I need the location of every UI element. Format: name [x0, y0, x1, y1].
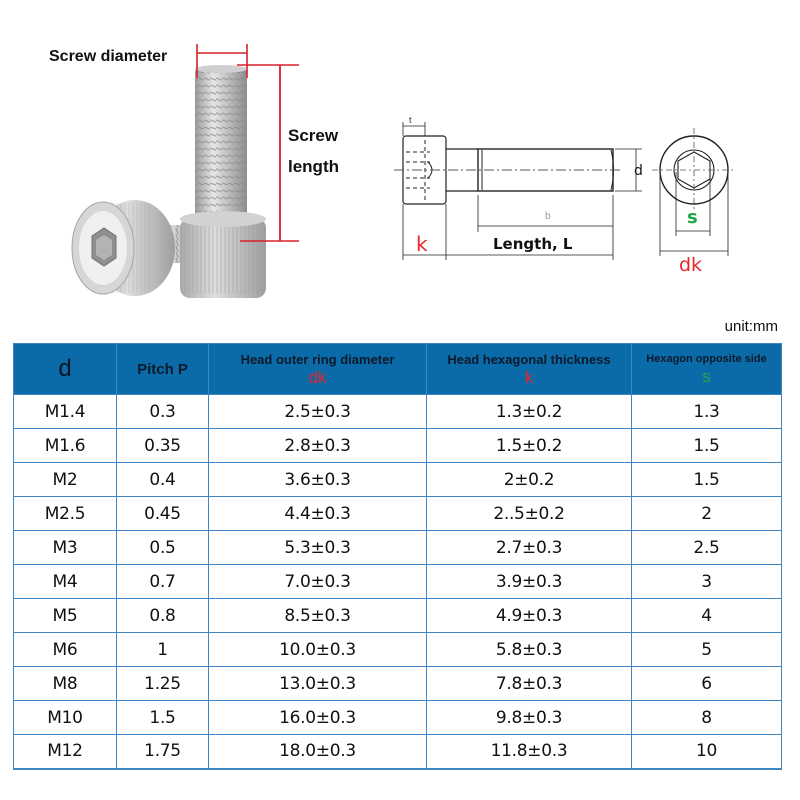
cell-pitch: 0.45: [117, 497, 209, 531]
cell-d: M12: [14, 735, 117, 769]
cell-d: M5: [14, 599, 117, 633]
table-row: [14, 633, 782, 667]
table-row: [14, 599, 782, 633]
diagram-label-s: s: [687, 207, 698, 228]
cell-pitch: 1: [117, 633, 209, 667]
cell-d: M6: [14, 633, 117, 667]
table-row: [14, 497, 782, 531]
cell-d: M1.4: [14, 395, 117, 429]
cell-s: 1.5: [632, 463, 782, 497]
table-row: [14, 735, 782, 769]
cell-d: M4: [14, 565, 117, 599]
cell-s: 2: [632, 497, 782, 531]
cell-s: 10: [632, 735, 782, 769]
cell-s: 8: [632, 701, 782, 735]
cell-d: M2.5: [14, 497, 117, 531]
cell-s: 4: [632, 599, 782, 633]
cell-dk: 2.8±0.3: [209, 429, 427, 463]
cell-pitch: 1.5: [117, 701, 209, 735]
cell-s: 3: [632, 565, 782, 599]
cell-s: 1.5: [632, 429, 782, 463]
table-row: [14, 463, 782, 497]
table-row: [14, 667, 782, 701]
cell-dk: 2.5±0.3: [209, 395, 427, 429]
column-header-s: [632, 344, 782, 395]
cell-dk: 3.6±0.3: [209, 463, 427, 497]
cell-k: 3.9±0.3: [427, 565, 632, 599]
table-row: [14, 701, 782, 735]
table-row: [14, 429, 782, 463]
screw-spec-table: [13, 343, 782, 770]
cell-d: M10: [14, 701, 117, 735]
cell-k: 1.5±0.2: [427, 429, 632, 463]
cell-s: 5: [632, 633, 782, 667]
screw-photo: [0, 0, 380, 310]
cell-s: 2.5: [632, 531, 782, 565]
column-header-pitch: [117, 344, 209, 395]
cell-k: 1.3±0.2: [427, 395, 632, 429]
column-header-d-title: d: [58, 355, 72, 382]
diagram-label-t: t: [409, 115, 412, 125]
cell-dk: 13.0±0.3: [209, 667, 427, 701]
cell-pitch: 0.35: [117, 429, 209, 463]
table-body: [14, 395, 782, 769]
cell-k: 7.8±0.3: [427, 667, 632, 701]
cell-d: M1.6: [14, 429, 117, 463]
column-header-s-symbol: s: [702, 367, 711, 386]
cell-dk: 18.0±0.3: [209, 735, 427, 769]
column-header-dk-title: Head outer ring diameter: [240, 351, 395, 367]
column-header-pitch-title: Pitch P: [137, 360, 188, 378]
column-header-dk-symbol: dk: [308, 367, 327, 387]
screw-length-label-line2: length: [288, 157, 339, 176]
diagram-label-d: d: [634, 163, 643, 179]
column-header-d: [14, 344, 117, 395]
column-header-dk: [209, 344, 427, 395]
unit-label: unit:mm: [724, 318, 778, 335]
table-row: [14, 565, 782, 599]
cell-k: 11.8±0.3: [427, 735, 632, 769]
cell-k: 2.7±0.3: [427, 531, 632, 565]
diagram-label-k: k: [416, 232, 428, 256]
column-header-k-symbol: k: [524, 367, 534, 387]
screw-dimension-diagram: [390, 100, 800, 290]
cell-dk: 8.5±0.3: [209, 599, 427, 633]
cell-dk: 4.4±0.3: [209, 497, 427, 531]
cell-k: 5.8±0.3: [427, 633, 632, 667]
cell-k: 2..5±0.2: [427, 497, 632, 531]
column-header-s-title: Hexagon opposite side: [646, 353, 767, 365]
diagram-label-b: b: [545, 211, 551, 222]
cell-k: 9.8±0.3: [427, 701, 632, 735]
cell-pitch: 0.4: [117, 463, 209, 497]
cell-d: M2: [14, 463, 117, 497]
cell-d: M8: [14, 667, 117, 701]
diagram-label-length: Length, L: [493, 235, 573, 253]
cell-dk: 7.0±0.3: [209, 565, 427, 599]
cell-pitch: 1.75: [117, 735, 209, 769]
cell-dk: 5.3±0.3: [209, 531, 427, 565]
cell-pitch: 0.3: [117, 395, 209, 429]
cell-s: 6: [632, 667, 782, 701]
cell-pitch: 0.5: [117, 531, 209, 565]
table-header: [14, 344, 782, 395]
table-row: [14, 395, 782, 429]
cell-k: 4.9±0.3: [427, 599, 632, 633]
column-header-k: [427, 344, 632, 395]
column-header-k-title: Head hexagonal thickness: [447, 351, 611, 367]
screw-length-label-line1: Screw: [288, 126, 339, 145]
cell-k: 2±0.2: [427, 463, 632, 497]
table-row: [14, 531, 782, 565]
diagram-label-dk: dk: [679, 254, 703, 276]
cell-dk: 10.0±0.3: [209, 633, 427, 667]
screw-length-label: [288, 120, 339, 182]
cell-pitch: 1.25: [117, 667, 209, 701]
cell-dk: 16.0±0.3: [209, 701, 427, 735]
screw-diameter-label: Screw diameter: [49, 48, 168, 65]
cell-s: 1.3: [632, 395, 782, 429]
technical-drawing: [390, 100, 800, 290]
cell-pitch: 0.8: [117, 599, 209, 633]
cell-pitch: 0.7: [117, 565, 209, 599]
cell-d: M3: [14, 531, 117, 565]
